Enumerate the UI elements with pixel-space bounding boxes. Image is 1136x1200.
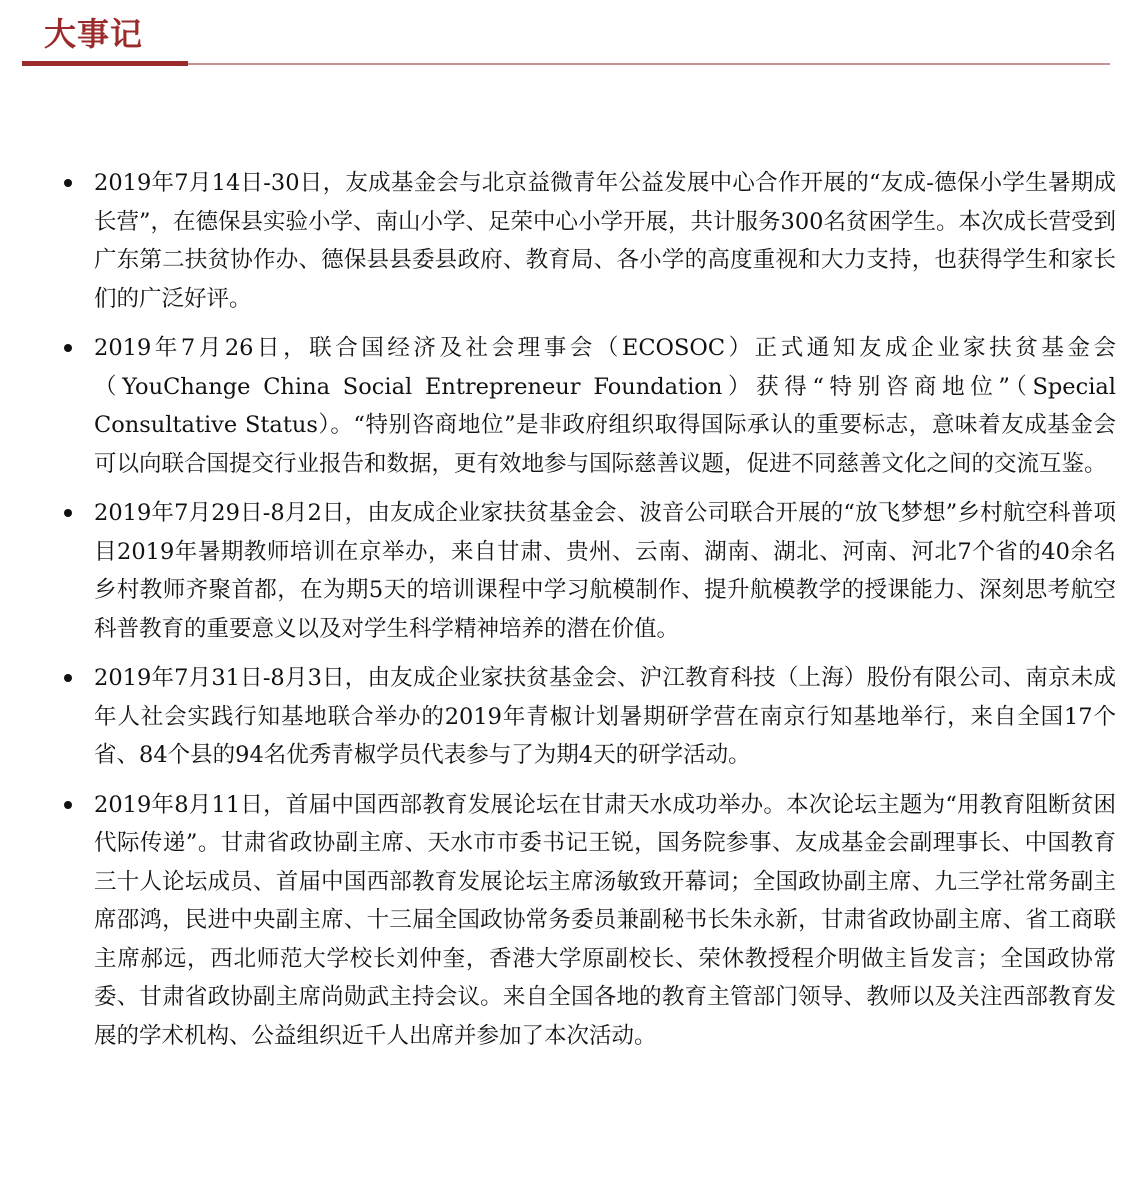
list-item [52,329,1116,483]
list-item [52,659,1116,775]
event-text: 2019年8月11日，首届中国西部教育发展论坛在甘肃天水成功举办。本次论坛主题为“用教育阻断贫困代际传递”。甘肃省政协副主席、天水市市委书记王锐，国务院参事、友成基金会副理事长、中国教育三十人论坛成员、首届中国西部教育发展论坛主席汤敏致开幕词；全国政协副主席、九三学社常务副主席邵鸿，民进中央副主席、十三届全国政协常务委员兼副秘书长朱永新，甘肃省政协副主席、省工商联主席郝远，西北师范大学校长刘仲奎，香港大学原副校长、荣休教授程介明做主旨发言；全国政协常委、甘肃省政协副主席尚勋武主持会议。来自全国各地的教育主管部门领导、教师以及关注西部教育发展的学术机构、公益组织近千人出席并参加了本次活动。 [94,791,1116,1049]
list-item [52,494,1116,648]
event-text: 2019年7月29日-8月2日，由友成企业家扶贫基金会、波音公司联合开展的“放飞梦想”乡村航空科普项目2019年暑期教师培训在京举办，来自甘肃、贵州、云南、湖南、湖北、河南、河北7个省的40余名乡村教师齐聚首都，在为期5天的培训课程中学习航模制作、提升航模教学的授课能力、深刻思考航空科普教育的重要意义以及对学生科学精神培养的潜在价值。 [94,500,1116,642]
event-list [52,164,1116,1066]
header-accent-bar [22,61,188,66]
list-item [52,164,1116,318]
bullet-icon [64,509,72,517]
event-text: 2019年7月26日，联合国经济及社会理事会（ECOSOC）正式通知友成企业家扶贫基金会（YouChange China Social Entrepreneur Foundation）获得“特别咨商地位”（Special Consultative Status）。“特别咨商地位”是非政府组织取得国际承认的重要标志，意味着友成基金会可以向联合国提交行业报告和数据，更有效地参与国际慈善议题，促进不同慈善文化之间的交流互鉴。 [94,335,1116,477]
bullet-icon [64,801,72,809]
section-title: 大事记 [44,15,144,53]
event-text: 2019年7月31日-8月3日，由友成企业家扶贫基金会、沪江教育科技（上海）股份有限公司、南京未成年人社会实践行知基地联合举办的2019年青椒计划暑期研学营在南京行知基地举行，来自全国17个省、84个县的94名优秀青椒学员代表参与了为期4天的研学活动。 [94,665,1116,768]
bullet-icon [64,674,72,682]
list-item [52,786,1116,1056]
event-text: 2019年7月14日-30日，友成基金会与北京益微青年公益发展中心合作开展的“友成-德保小学生暑期成长营”，在德保县实验小学、南山小学、足荣中心小学开展，共计服务300名贫困学生。本次成长营受到广东第二扶贫协作办、德保县县委县政府、教育局、各小学的高度重视和大力支持，也获得学生和家长们的广泛好评。 [94,170,1116,312]
bullet-icon [64,344,72,352]
bullet-icon [64,179,72,187]
section-header [22,0,1110,70]
